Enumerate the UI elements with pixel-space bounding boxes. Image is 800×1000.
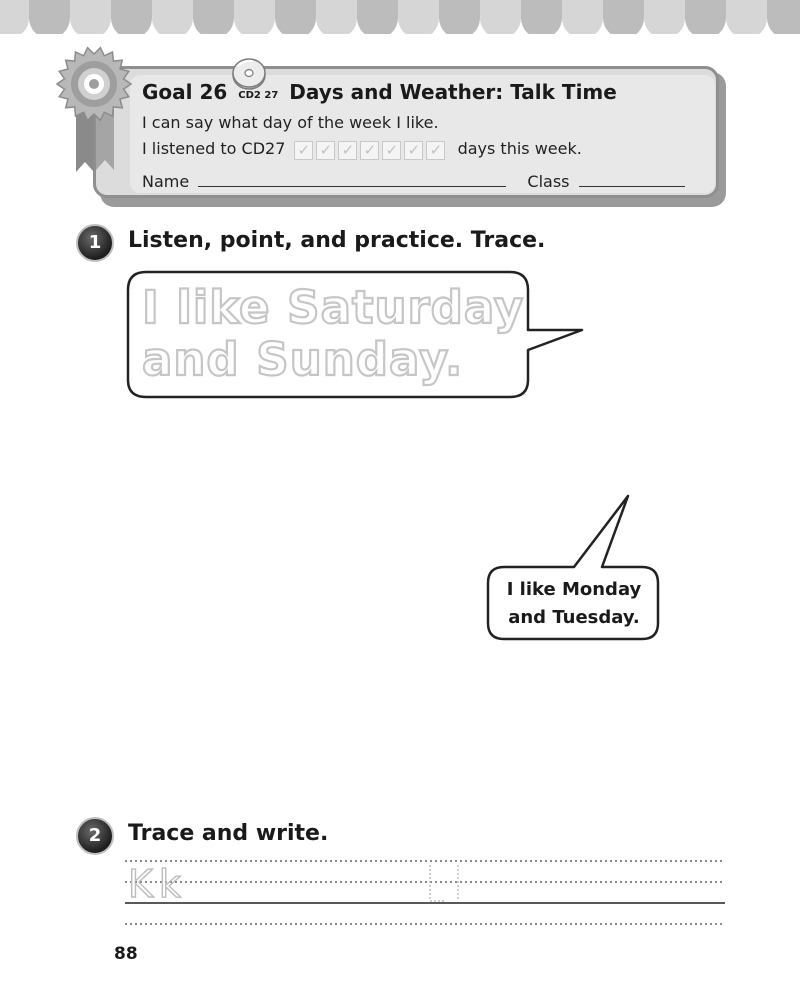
trace-line-2: and Sunday. (142, 333, 464, 386)
listen-checkbox[interactable]: ✓ (294, 141, 313, 160)
trace-sentence[interactable] (142, 282, 524, 386)
writing-lines[interactable] (125, 855, 725, 930)
bubble-2-line-2: and Tuesday. (508, 607, 640, 628)
listen-checkbox[interactable]: ✓ (316, 141, 335, 160)
class-label: Class (527, 172, 570, 191)
listen-prefix: I listened to CD27 (142, 139, 286, 158)
listen-checkbox[interactable]: ✓ (404, 141, 423, 160)
section-2-badge: 2 (76, 817, 114, 855)
listen-suffix: days this week. (457, 139, 582, 158)
trace-line-1: I like Saturday (142, 281, 525, 334)
listen-checkbox[interactable]: ✓ (360, 141, 379, 160)
goal-title: Days and Weather: Talk Time (289, 80, 617, 104)
section-1-title: Listen, point, and practice. Trace. (128, 228, 546, 253)
section-2-title: Trace and write. (128, 821, 329, 846)
name-label: Name (142, 172, 190, 191)
listen-checkbox[interactable]: ✓ (426, 141, 445, 160)
listen-checkbox[interactable]: ✓ (382, 141, 401, 160)
section-1-badge: 1 (76, 224, 114, 262)
bubble-2-line-1: I like Monday (506, 579, 642, 600)
write-box-icon (430, 865, 458, 901)
goal-label: Goal 26 (142, 80, 228, 104)
listen-checkbox[interactable]: ✓ (338, 141, 357, 160)
bubble-2-text (490, 576, 658, 632)
cd-track-tag: CD2 27 (238, 90, 279, 101)
goal-statement: I can say what day of the week I like. (142, 113, 439, 132)
trace-letters[interactable]: Kk (128, 862, 187, 906)
page-number: 88 (114, 944, 138, 964)
